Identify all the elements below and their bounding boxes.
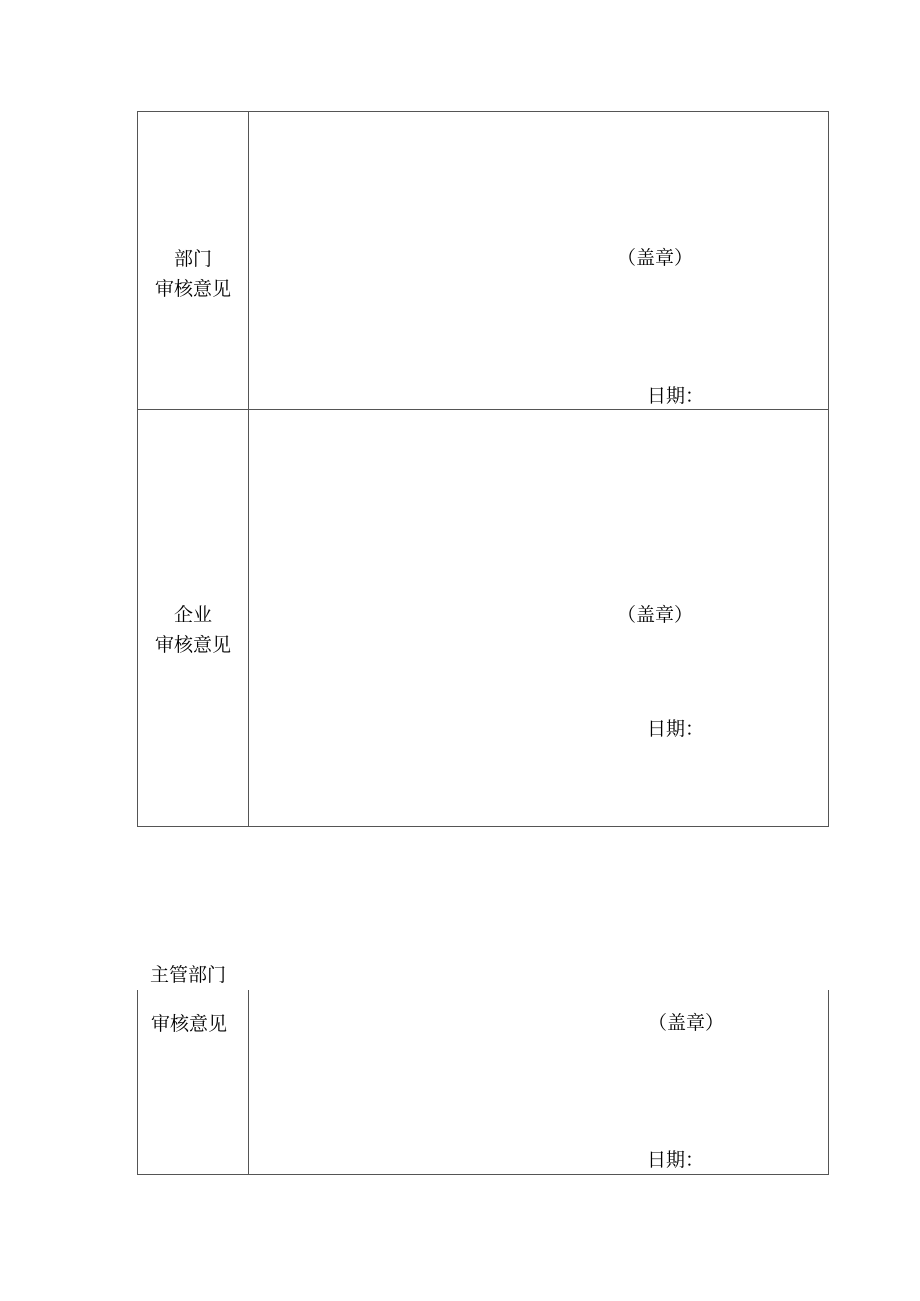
department-date-label: 日期： [647, 385, 705, 407]
enterprise-label-line-2: 审核意见 [154, 634, 231, 656]
department-seal-text: （盖章） [617, 247, 694, 269]
table-2-right-border [828, 990, 829, 1175]
enterprise-date-label: 日期： [647, 718, 705, 740]
enterprise-label-line-1: 企业 [173, 604, 212, 626]
authority-label-line-1: 主管部门 [150, 964, 227, 986]
department-label-line-2: 审核意见 [154, 278, 231, 300]
department-label-line-1: 部门 [173, 248, 212, 270]
enterprise-seal-text: （盖章） [617, 604, 694, 626]
table-2-left-border [137, 990, 138, 1175]
authority-label-line-2: 审核意见 [151, 1013, 228, 1035]
table-1-row-divider [137, 409, 829, 410]
review-table-1 [137, 111, 829, 827]
table-1-column-divider [248, 111, 249, 827]
department-review-label [138, 244, 248, 304]
authority-date-label: 日期： [647, 1149, 705, 1171]
table-2-bottom-border [137, 1174, 829, 1175]
table-2-column-divider [248, 990, 249, 1175]
enterprise-review-label [138, 600, 248, 660]
authority-seal-text: （盖章） [648, 1012, 725, 1034]
